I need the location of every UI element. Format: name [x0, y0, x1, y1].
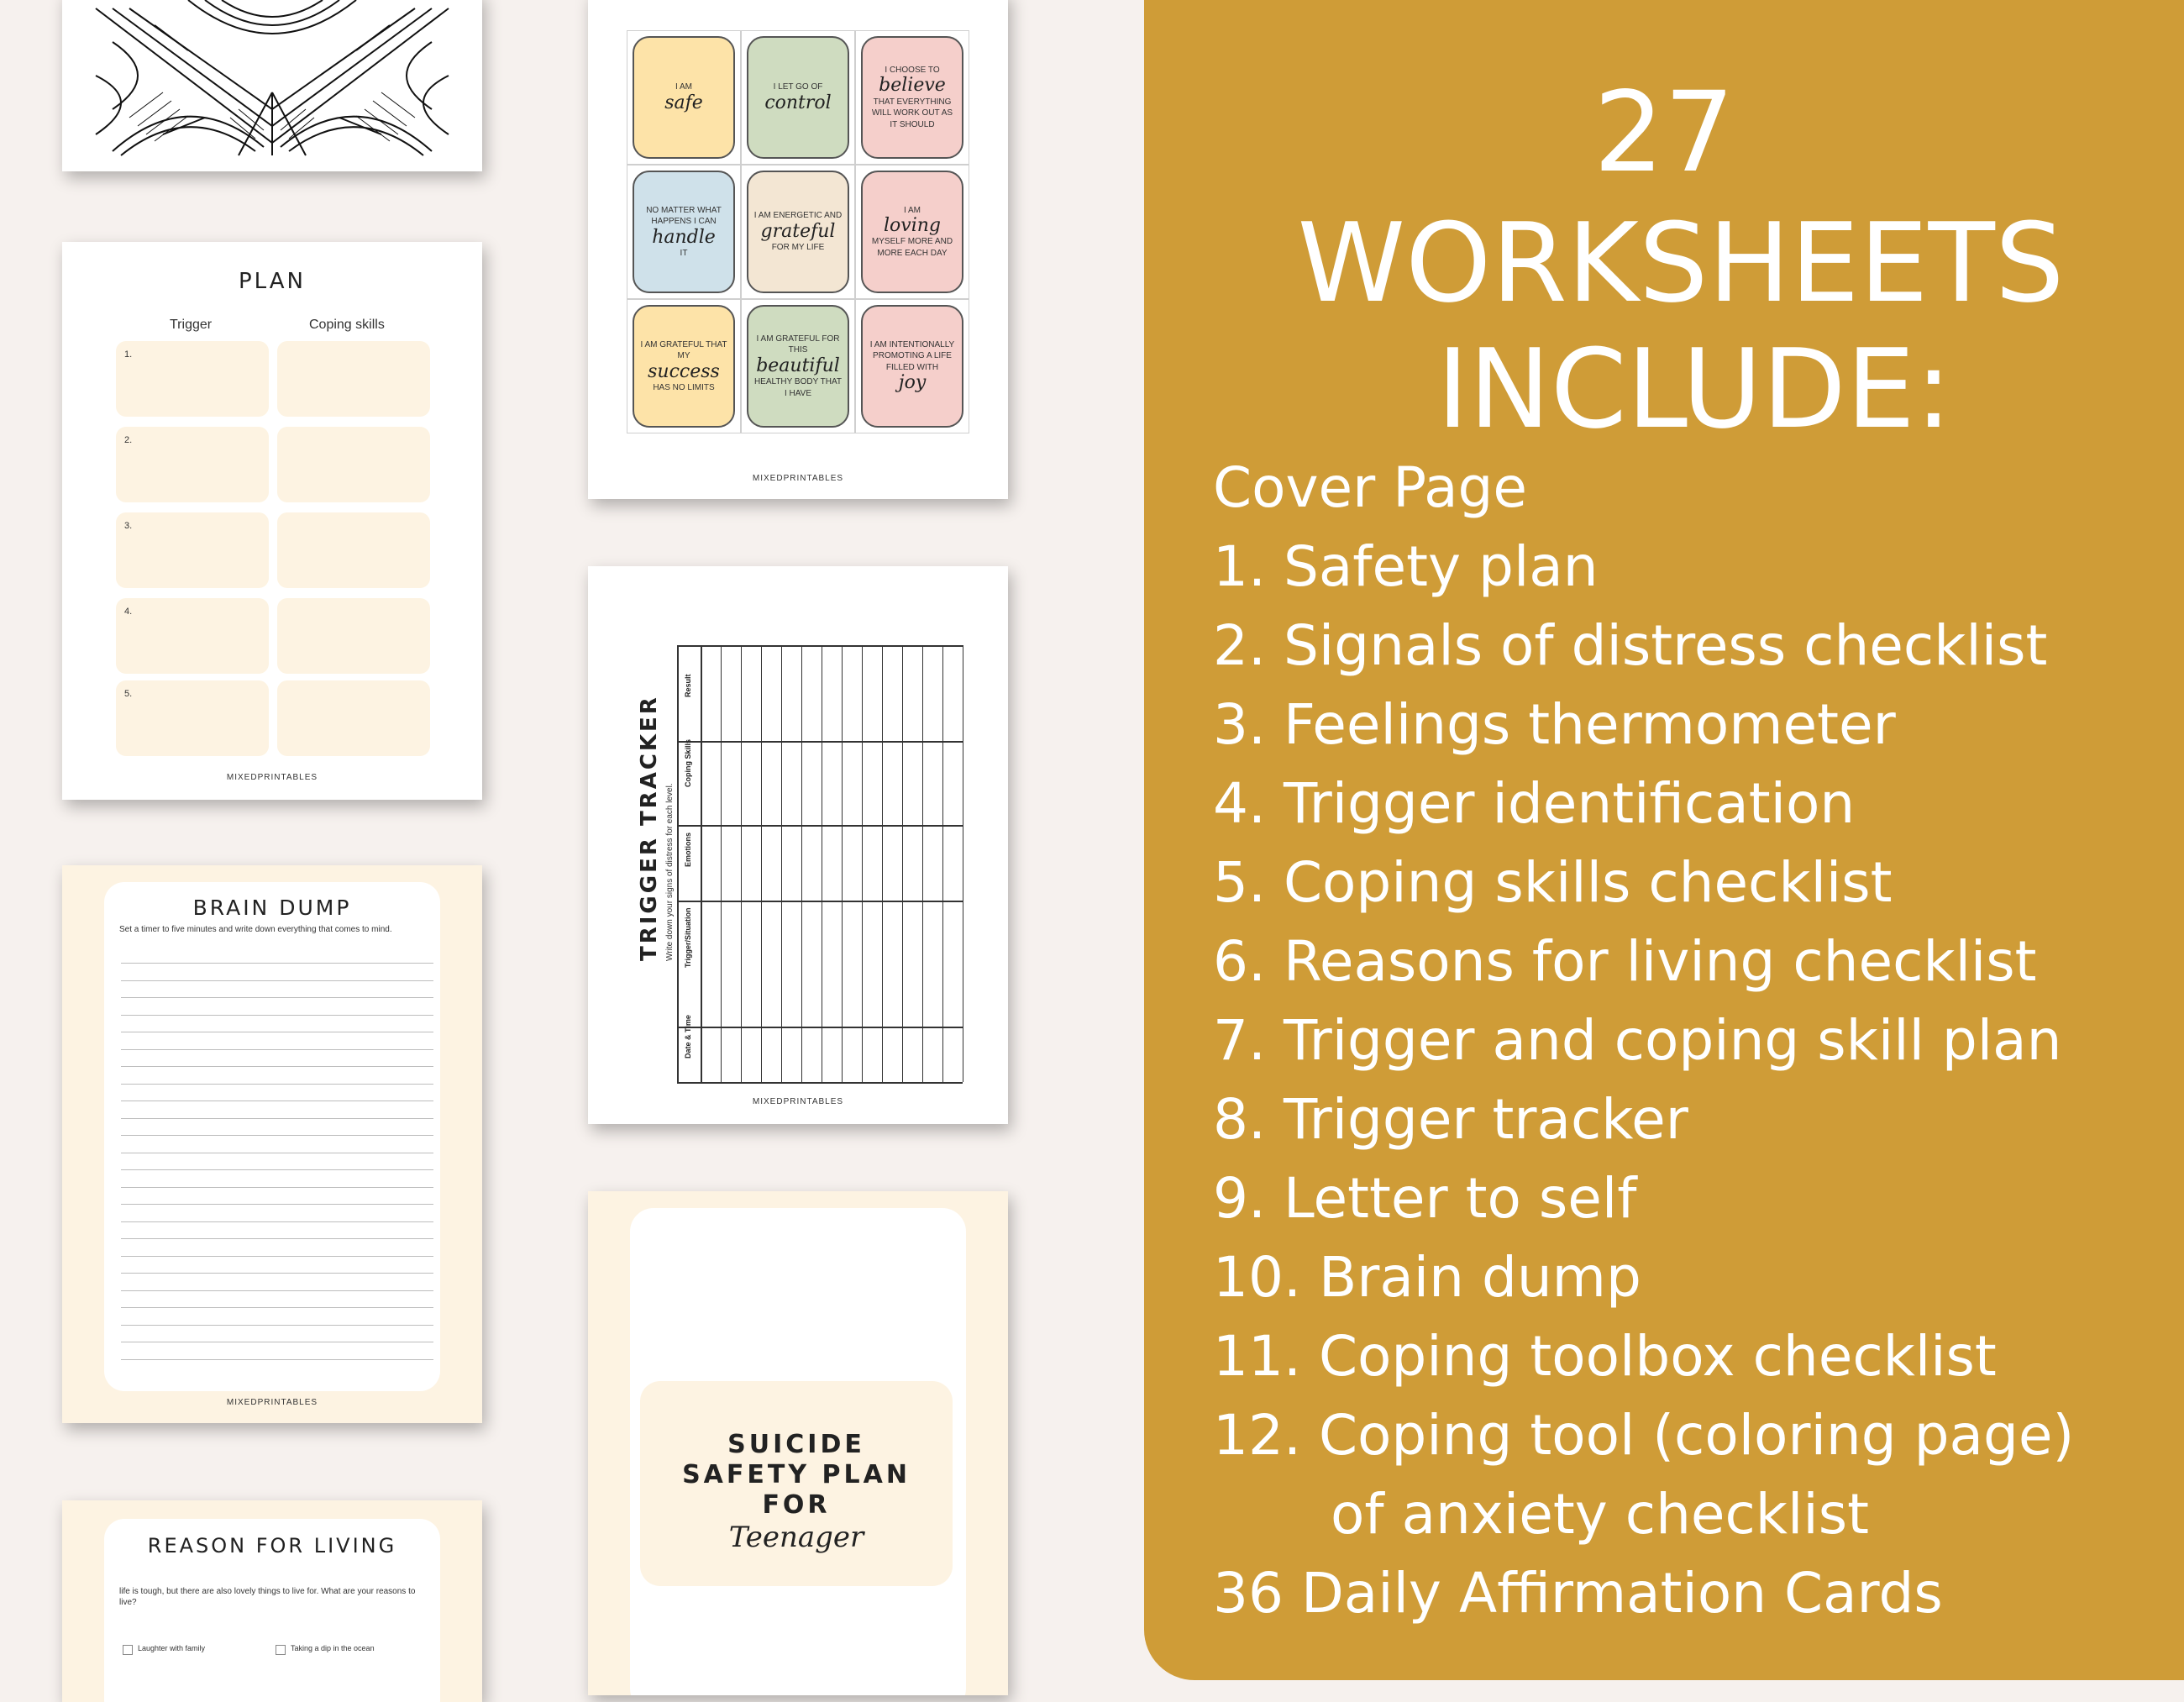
ruled-line — [121, 1049, 433, 1050]
affirmation-top-text: I AM GRATEFUL FOR THIS — [756, 334, 840, 355]
tracker-col-line — [862, 645, 863, 1082]
affirmation-top-text: I AM — [675, 82, 692, 92]
tracker-col-line — [842, 645, 843, 1082]
affirmation-card-cell — [855, 30, 969, 165]
ruled-line — [121, 1359, 433, 1360]
ruled-line — [121, 1221, 433, 1222]
list-item: 3. Feelings thermometer — [1213, 692, 1896, 757]
brain-dump-worksheet-thumbnail — [62, 865, 482, 1423]
affirmation-card-cell — [627, 30, 741, 165]
affirmation-bottom-text: IT — [680, 248, 688, 258]
tracker-col-line — [781, 645, 782, 1082]
plan-coping-box — [277, 680, 430, 756]
tracker-col-line — [677, 645, 679, 1082]
tracker-section-label-text: Emotions — [684, 832, 692, 867]
ruled-line — [121, 1187, 433, 1188]
brain-dump-title: BRAIN DUMP — [192, 896, 352, 920]
ruled-line — [121, 1290, 433, 1291]
affirmation-card — [747, 36, 849, 159]
tracker-col-line — [741, 645, 742, 1082]
plan-row-number: 4. — [124, 607, 133, 617]
ruled-line — [121, 1169, 433, 1170]
affirmation-card-cell — [855, 165, 969, 299]
list-item-cover: Cover Page — [1213, 455, 1528, 520]
ruled-line — [121, 1066, 433, 1067]
list-item: 8. Trigger tracker — [1213, 1087, 1688, 1152]
list-item: 6. Reasons for living checklist — [1213, 929, 2037, 994]
tracker-col-line — [721, 645, 722, 1082]
affirmation-card — [747, 171, 849, 293]
plan-coping-box — [277, 341, 430, 417]
ruled-line — [121, 1256, 433, 1257]
tracker-row-line — [677, 741, 963, 743]
plan-trigger-box — [116, 598, 269, 674]
list-item: 4. Trigger identification — [1213, 771, 1856, 836]
affirmation-card — [633, 305, 735, 428]
reason-checkbox — [276, 1645, 286, 1655]
tracker-col-line — [902, 645, 903, 1082]
tracker-col-line — [801, 645, 802, 1082]
tracker-row-line — [677, 825, 963, 827]
tracker-col-line — [882, 645, 883, 1082]
reason-title: REASON FOR LIVING — [147, 1534, 397, 1558]
affirmation-bottom-text: HEALTHY BODY THAT I HAVE — [753, 377, 843, 398]
brain-dump-inner-card — [104, 882, 440, 1391]
plan-trigger-box — [116, 427, 269, 502]
affirmation-card-cell — [741, 30, 855, 165]
ruled-line — [121, 1204, 433, 1205]
ruled-line — [121, 1325, 433, 1326]
cover-page-thumbnail — [588, 1191, 1008, 1695]
plan-row-number: 5. — [124, 689, 133, 699]
tracker-footer: MIXEDPRINTABLES — [752, 1097, 844, 1106]
affirmation-top-text: I AM INTENTIONALLY PROMOTING A LIFE FILLED WITH — [869, 339, 955, 372]
plan-trigger-box — [116, 512, 269, 588]
affirmation-top-text: I CHOOSE TO — [885, 65, 940, 75]
heading-worksheets: WORKSHEETS — [1297, 199, 2065, 327]
affirmation-script-word: loving — [884, 215, 941, 237]
tracker-col-line — [701, 645, 702, 1082]
tracker-title-text: TRIGGER TRACKER — [637, 695, 662, 961]
plan-worksheet-thumbnail — [62, 242, 482, 800]
reason-intro: life is tough, but there are also lovely things to live for. What are your reasons to live? — [119, 1587, 416, 1607]
plan-coping-box — [277, 598, 430, 674]
plan-col-trigger: Trigger — [170, 318, 213, 332]
affirmation-bottom-text: MYSELF MORE AND MORE EACH DAY — [871, 237, 953, 258]
tracker-col-line — [922, 645, 923, 1082]
reason-option: Taking a dip in the ocean — [291, 1644, 375, 1652]
affirmation-card-cell — [627, 165, 741, 299]
affirmation-script-word: beautiful — [756, 355, 840, 376]
list-item: 7. Trigger and coping skill plan — [1213, 1008, 2062, 1073]
ruled-line — [121, 1015, 433, 1016]
affirmation-top-text: I AM ENERGETIC AND — [753, 211, 843, 221]
cover-line-2: SAFETY PLAN — [682, 1460, 911, 1489]
plan-row-number: 1. — [124, 349, 133, 360]
ruled-line — [121, 1084, 433, 1085]
brain-dump-instructions: Set a timer to five minutes and write down everything that comes to mind. — [119, 925, 392, 934]
affirmation-card-cell — [627, 299, 741, 433]
plan-trigger-box — [116, 341, 269, 417]
list-item: 5. Coping skills checklist — [1213, 850, 1893, 915]
affirmation-script-word: grateful — [760, 220, 836, 242]
reason-for-living-thumbnail — [62, 1500, 482, 1702]
affirmation-footer: MIXEDPRINTABLES — [752, 474, 844, 483]
coloring-page-thumbnail — [62, 0, 482, 171]
list-item-continuation: of anxiety checklist — [1331, 1482, 1869, 1547]
ruled-line — [121, 963, 433, 964]
affirmation-script-word: control — [764, 92, 832, 113]
tracker-section-label-text: Coping Skills — [684, 738, 692, 787]
affirmation-card-cell — [741, 299, 855, 433]
tracker-row-line — [677, 901, 963, 902]
tracker-section-label-text: Result — [684, 674, 692, 697]
reason-inner-card — [104, 1519, 440, 1702]
list-item: 1. Safety plan — [1213, 534, 1599, 599]
plan-footer: MIXEDPRINTABLES — [226, 773, 318, 782]
reason-option: Laughter with family — [138, 1644, 206, 1652]
heading-number: 27 — [1593, 68, 1735, 197]
tracker-subtitle-text: Write down your signs of distress for each level. — [665, 783, 675, 961]
cover-line-1: SUICIDE — [727, 1430, 865, 1459]
heading-include: INCLUDE: — [1436, 325, 1952, 453]
affirmation-top-text: I LET GO OF — [773, 82, 823, 92]
ruled-line — [121, 1273, 433, 1274]
plan-coping-box — [277, 512, 430, 588]
ruled-line — [121, 997, 433, 998]
ruled-line — [121, 1307, 433, 1308]
brain-dump-footer: MIXEDPRINTABLES — [226, 1398, 318, 1407]
tracker-row-line — [677, 645, 963, 647]
trigger-tracker-thumbnail — [588, 566, 1008, 1124]
affirmation-cards-thumbnail — [588, 0, 1008, 499]
list-item: 12. Coping tool (coloring page) — [1213, 1403, 2075, 1468]
list-item: 10. Brain dump — [1213, 1245, 1641, 1310]
ruled-line — [121, 1135, 433, 1136]
affirmation-card — [861, 171, 963, 293]
affirmation-top-text: I AM GRATEFUL THAT MY — [640, 339, 727, 361]
affirmation-top-text: I AM — [903, 205, 921, 215]
plan-trigger-box — [116, 680, 269, 756]
list-item-affirmations: 36 Daily Affirmation Cards — [1213, 1561, 1943, 1626]
plan-row-number: 2. — [124, 435, 133, 445]
tracker-row-line — [677, 1027, 963, 1028]
tracker-col-line — [761, 645, 762, 1082]
affirmation-card — [633, 171, 735, 293]
affirmation-card — [747, 305, 849, 428]
affirmation-script-word: believe — [879, 75, 946, 97]
affirmation-script-word: safe — [664, 92, 703, 113]
tracker-section-label-text: Date & Time — [684, 1015, 692, 1058]
affirmation-bottom-text: THAT EVERYTHING WILL WORK OUT AS IT SHOULD — [871, 97, 953, 129]
affirmation-script-word: success — [648, 360, 720, 382]
affirmation-script-word: handle — [652, 226, 716, 248]
reason-checkbox — [123, 1645, 133, 1655]
list-item: 9. Letter to self — [1213, 1166, 1637, 1231]
affirmation-card — [633, 36, 735, 159]
cover-line-3: FOR — [762, 1490, 831, 1520]
tracker-row-line — [677, 1082, 963, 1084]
cover-script: Teenager — [728, 1521, 864, 1554]
affirmation-top-text: NO MATTER WHAT HAPPENS I CAN — [646, 205, 722, 227]
feature-panel — [1144, 0, 2184, 1680]
plan-coping-box — [277, 427, 430, 502]
list-item: 11. Coping toolbox checklist — [1213, 1324, 1997, 1389]
affirmation-card-cell — [855, 299, 969, 433]
affirmation-card — [861, 305, 963, 428]
plan-row-number: 3. — [124, 521, 133, 531]
affirmation-card-cell — [741, 165, 855, 299]
ruled-line — [121, 1238, 433, 1239]
cover-title-box — [640, 1381, 953, 1586]
mandala-illustration — [62, 0, 482, 171]
affirmation-card — [861, 36, 963, 159]
plan-title: PLAN — [239, 269, 306, 294]
affirmation-bottom-text: HAS NO LIMITS — [653, 382, 715, 392]
list-item: 2. Signals of distress checklist — [1213, 613, 2048, 678]
affirmation-bottom-text: FOR MY LIFE — [771, 243, 825, 253]
ruled-line — [121, 980, 433, 981]
tracker-col-line — [942, 645, 943, 1082]
ruled-line — [121, 1118, 433, 1119]
plan-col-coping: Coping skills — [309, 318, 385, 332]
affirmation-script-word: joy — [898, 372, 927, 394]
tracker-section-label-text: Trigger/Situation — [684, 907, 692, 968]
